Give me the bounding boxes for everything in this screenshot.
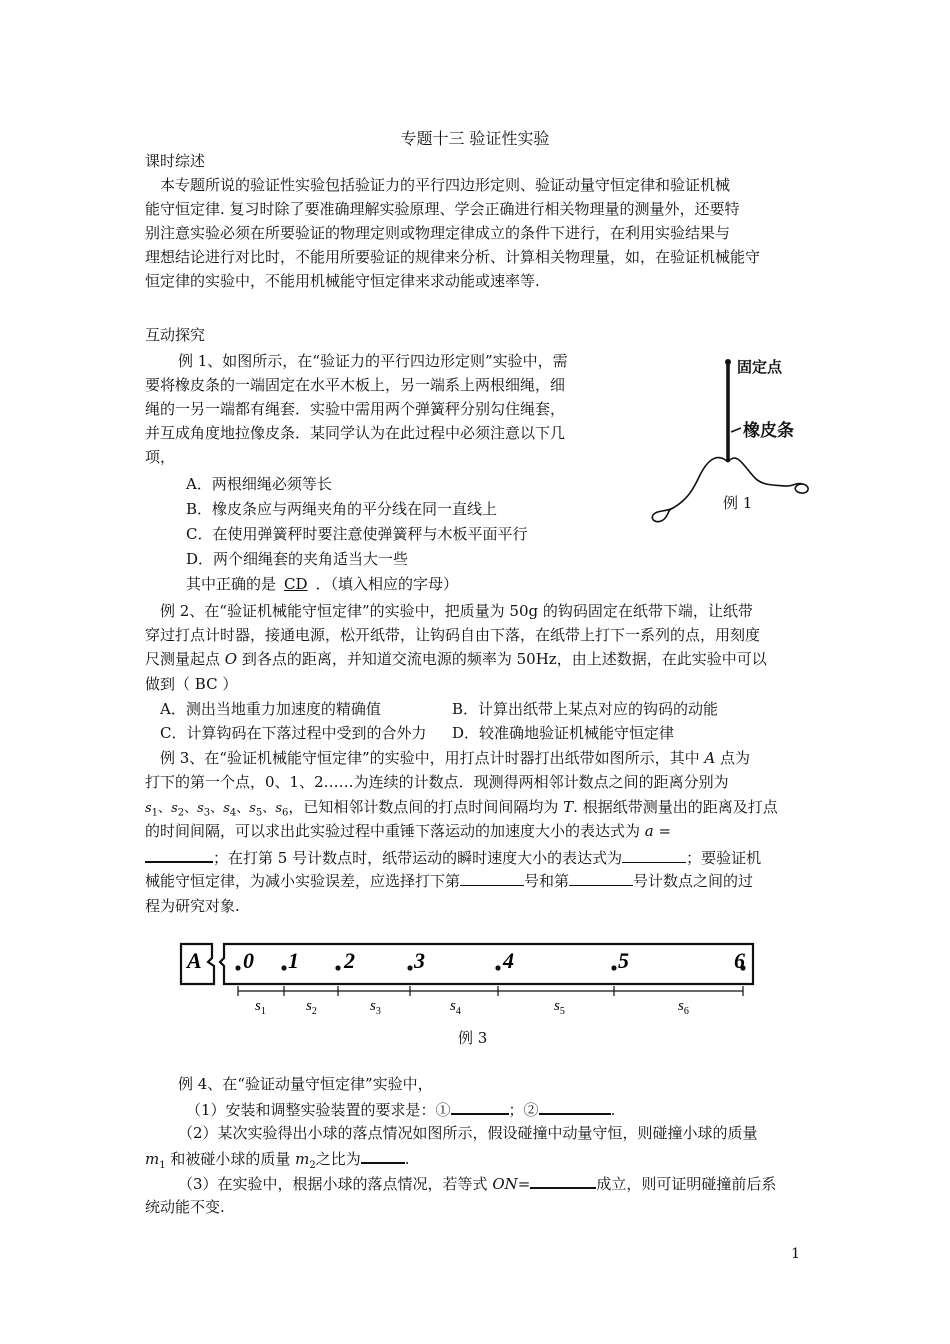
answer-blank xyxy=(530,1172,596,1189)
tape-dot xyxy=(407,965,412,970)
ex4-line: 例 4、在“验证动量守恒定律”实验中， xyxy=(178,1075,433,1093)
ex1-option-a: A．两根细绳必须等长 xyxy=(186,475,332,493)
ex3-text: = xyxy=(653,822,672,840)
ex2-option-a: A．测出当地重力加速度的精确值 xyxy=(160,700,381,718)
rubber-band-label: 橡皮条 xyxy=(743,421,794,441)
ex1-line: 要将橡皮条的一端固定在水平木板上，另一端系上两根细绳，细 xyxy=(145,376,566,394)
ex4-text: 成立，则可证明碰撞前后系 xyxy=(596,1175,777,1193)
ex4-var-on: ON xyxy=(492,1175,518,1193)
ex1-line: 并互成角度地拉像皮条．某同学认为在此过程中必须注意以下几 xyxy=(145,424,566,442)
answer-blank xyxy=(622,847,686,863)
segment-label: $s_2$ xyxy=(306,998,317,1017)
page-title: 专题十三 验证性实验 xyxy=(400,129,550,148)
ex3-text: 号和第 xyxy=(524,872,570,890)
section-heading-overview: 课时综述 xyxy=(145,152,206,170)
tape-dot xyxy=(611,965,616,970)
ex1-line: 项， xyxy=(145,448,176,466)
ex3-text: ，已知相邻计数点间的打点时间间隔均为 xyxy=(288,798,564,816)
answer-blank xyxy=(460,870,524,886)
ex4-text: . xyxy=(610,1101,616,1119)
ex2-point-o: O xyxy=(224,650,238,668)
label-pointer xyxy=(731,428,741,432)
ex3-text: ；在打第 5 号计数点时，纸带运动的瞬时速度大小的表达式为 xyxy=(213,849,623,867)
ex4-line: 统动能不变. xyxy=(145,1198,225,1216)
ex4-line: （2）某次实验得出小球的落点情况如图所示，假设碰撞中动量守恒，则碰撞小球的质量 xyxy=(178,1124,758,1142)
segment-label: $s_3$ xyxy=(370,998,381,1017)
fixed-point-label: 固定点 xyxy=(737,358,783,376)
tape-dot xyxy=(335,965,340,970)
ex3-text: . 根据纸带测量出的距离及打点 xyxy=(573,798,778,816)
tape-dot xyxy=(495,965,500,970)
ex3-text: 械能守恒定律，为减小实验误差，应选择打下第 xyxy=(145,872,461,890)
segment-label: $s_1$ xyxy=(255,998,266,1017)
tape-point-label: 2 xyxy=(344,948,355,973)
ex2-line: 做到（ BC ） xyxy=(145,675,238,693)
paper-tape-diagram xyxy=(178,938,758,1018)
ex1-option-b: B．橡皮条应与两绳夹角的平分线在同一直线上 xyxy=(186,500,498,518)
ex3-text: 例 3、在“验证机械能守恒定律”的实验中，用打点计时器打出纸带如图所示，其中 xyxy=(160,749,705,767)
ex3-line xyxy=(160,747,750,769)
page-number: 1 xyxy=(791,1246,800,1262)
tape-point-label: 6 xyxy=(734,948,745,973)
ex1-answer-prefix: 其中正确的是 xyxy=(186,575,277,593)
ex4-text: ；② xyxy=(508,1101,539,1119)
overview-line: 别注意实验必须在所要验证的物理定则或物理定律成立的条件下进行，在利用实验结果与 xyxy=(145,224,731,242)
segment-label: $s_4$ xyxy=(450,998,461,1017)
ex4-line: $m_1$ 和被碰小球的质量 $m_2$之比为 . xyxy=(145,1147,410,1177)
ex2-option-c: C．计算钩码在下落过程中受到的合外力 xyxy=(160,724,427,742)
ex2-text: 尺测量起点 xyxy=(145,650,225,668)
answer-blank xyxy=(539,1098,611,1115)
left-string xyxy=(652,458,728,522)
ex4-line xyxy=(178,1172,776,1195)
tape-point-label: 1 xyxy=(288,948,299,973)
ex1-answer: CD xyxy=(284,575,308,593)
section-heading-explore: 互动探究 xyxy=(145,326,206,344)
ex3-line: 程为研究对象. xyxy=(145,897,240,915)
ex3-text: 号计数点之间的过 xyxy=(633,872,754,890)
ex4-text: 之比为 xyxy=(315,1150,361,1168)
tape-point-label: 4 xyxy=(503,948,514,973)
ex3-line: 打下的第一个点，0、1、2……为连续的计数点．现测得两相邻计数点之间的距离分别为 xyxy=(145,773,729,791)
ex4-text: （3）在实验中，根据小球的落点情况，若等式 xyxy=(178,1175,493,1193)
ex3-var-t: T xyxy=(563,798,574,816)
ex1-line: 例 1、如图所示，在“验证力的平行四边形定则”实验中，需 xyxy=(178,352,568,370)
ex2-option-b: B．计算出纸带上某点对应的钩码的动能 xyxy=(452,700,719,718)
ex3-text: 点为 xyxy=(715,749,751,767)
ex2-option-d: D．较准确地验证机械能守恒定律 xyxy=(452,724,675,742)
ex3-line xyxy=(145,846,761,869)
ex3-s-list: $s_1$、$s_2$、$s_3$、$s_4$、$s_5$、$s_6$ xyxy=(145,801,289,819)
tape-point-label: 0 xyxy=(243,948,254,973)
ex2-line: 穿过打点计时器，接通电源，松开纸带，让钩码自由下落，在纸带上打下一系列的点，用刻度 xyxy=(145,626,761,644)
tape-dot xyxy=(235,965,240,970)
ex3-line xyxy=(145,820,671,842)
ex3-line xyxy=(145,870,753,892)
ex1-answer-line xyxy=(186,573,458,595)
ex1-figure xyxy=(645,350,815,530)
ex1-answer-suffix: ．（填入相应的字母） xyxy=(315,575,459,593)
ex1-option-c: C．在使用弹簧秤时要注意使弹簧秤与木板平面平行 xyxy=(186,525,528,543)
ex3-figure xyxy=(178,938,758,1018)
ex4-text: （1）安装和调整实验装置的要求是：① xyxy=(186,1101,451,1119)
overview-line: 理想结论进行对比时，不能用所要验证的规律来分析、计算相关物理量，如，在验证机械能守 xyxy=(145,248,761,266)
ex1-caption: 例 1 xyxy=(723,494,753,512)
answer-blank xyxy=(451,1098,509,1115)
ex3-point-a: A xyxy=(704,749,716,767)
overview-line: 能守恒定律. 复习时除了要准确理解实验原理、学会正确进行相关物理量的测量外，还要特 xyxy=(145,200,740,218)
ex4-line xyxy=(186,1098,615,1121)
overview-line: 本专题所说的验证性实验包括验证力的平行四边形定则、验证动量守恒定律和验证机械 xyxy=(160,176,731,194)
ex1-option-d: D．两个细绳套的夹角适当大一些 xyxy=(186,550,409,568)
tape-point-label: 3 xyxy=(414,948,425,973)
right-string xyxy=(728,458,808,493)
ex2-text: 到各点的距离，并知道交流电源的频率为 50Hz，由上述数据，在此实验中可以 xyxy=(237,650,767,668)
ex4-text: = xyxy=(517,1175,531,1193)
answer-blank xyxy=(569,870,633,886)
tape-body xyxy=(220,944,753,984)
ex4-text: 和被碰小球的质量 xyxy=(170,1150,296,1168)
ex3-caption: 例 3 xyxy=(458,1029,488,1047)
answer-blank xyxy=(145,846,213,863)
ex1-line: 绳的一另一端都有绳套．实验中需用两个弹簧秤分别勾住绳套， xyxy=(145,400,566,418)
tape-point-label: 5 xyxy=(618,948,629,973)
ex3-text: 的时间间隔，可以求出此实验过程中重锤下落运动的加速度大小的表达式为 xyxy=(145,822,645,840)
ex4-text: . xyxy=(404,1150,410,1168)
answer-blank xyxy=(361,1147,405,1164)
segment-label: $s_6$ xyxy=(678,998,689,1017)
segment-label: $s_5$ xyxy=(554,998,565,1017)
ex3-text: ；要验证机 xyxy=(686,849,762,867)
fixed-point xyxy=(725,359,731,365)
ex2-line xyxy=(145,648,767,670)
ex3-var-a: a xyxy=(644,822,654,840)
tape-label-a: A xyxy=(187,948,202,973)
overview-line: 恒定律的实验中，不能用机械能守恒定律来求动能或速率等. xyxy=(145,272,540,290)
tape-dot xyxy=(281,965,286,970)
ex2-line: 例 2、在“验证机械能守恒定律”的实验中，把质量为 50g 的钩码固定在纸带下端，让纸带 xyxy=(160,602,753,620)
